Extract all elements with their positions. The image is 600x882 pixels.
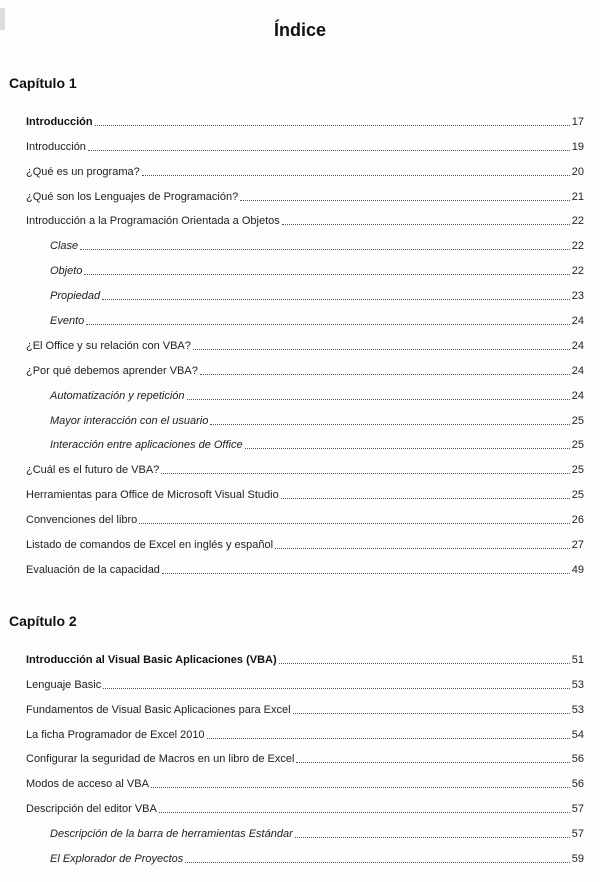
- chapter-1-heading: Capítulo 1: [9, 75, 77, 91]
- dot-leader: [88, 150, 570, 151]
- toc-entry-label: ¿Por qué debemos aprender VBA?: [26, 364, 198, 377]
- dot-leader: [84, 274, 569, 275]
- toc-entry-label: Evento: [50, 315, 85, 328]
- toc-entry-label: Mayor interacción con el usuario: [50, 414, 209, 427]
- toc-entry-label: ¿Qué son los Lenguajes de Programación?: [26, 190, 239, 203]
- toc-entry-page: 24: [571, 315, 584, 328]
- toc-entry[interactable]: [26, 204, 584, 229]
- dot-leader: [245, 448, 570, 449]
- toc-entry-page: 57: [571, 803, 584, 816]
- toc-entry[interactable]: [26, 428, 584, 453]
- toc-entry[interactable]: [26, 154, 584, 179]
- toc-entry-label: Interacción entre aplicaciones de Office: [50, 439, 243, 452]
- toc-entry-page: 25: [571, 489, 584, 502]
- toc-entry[interactable]: [26, 104, 584, 129]
- chapter-2-heading: Capítulo 2: [9, 613, 77, 629]
- chapter-2-list: [26, 642, 584, 866]
- chapter-1-list: [26, 104, 584, 577]
- toc-entry[interactable]: [26, 527, 584, 552]
- toc-entry-page: 25: [571, 439, 584, 452]
- toc-entry-page: 54: [571, 728, 584, 741]
- dot-leader: [142, 175, 570, 176]
- toc-entry-label: Introducción al Visual Basic Aplicaciones (VBA): [26, 653, 277, 666]
- toc-entry[interactable]: [26, 328, 584, 353]
- toc-entry[interactable]: [26, 179, 584, 204]
- toc-entry[interactable]: [26, 841, 584, 866]
- toc-entry[interactable]: [26, 766, 584, 791]
- toc-entry[interactable]: [26, 502, 584, 527]
- dot-leader: [102, 299, 570, 300]
- toc-entry-page: 21: [571, 190, 584, 203]
- toc-entry-page: 59: [571, 853, 584, 866]
- dot-leader: [210, 424, 569, 425]
- toc-entry-page: 17: [571, 115, 584, 128]
- toc-entry-label: ¿Cuál es el futuro de VBA?: [26, 464, 160, 477]
- toc-entry-page: 53: [571, 703, 584, 716]
- toc-entry[interactable]: [26, 477, 584, 502]
- dot-leader: [159, 812, 570, 813]
- toc-entry-label: Automatización y repetición: [50, 389, 185, 402]
- toc-entry[interactable]: [26, 717, 584, 742]
- toc-entry[interactable]: [26, 378, 584, 403]
- toc-entry-page: 27: [571, 539, 584, 552]
- dot-leader: [162, 573, 570, 574]
- toc-entry-page: 22: [571, 215, 584, 228]
- toc-entry[interactable]: [26, 642, 584, 667]
- toc-entry[interactable]: [26, 228, 584, 253]
- page-title: Índice: [273, 20, 326, 40]
- dot-leader: [275, 548, 570, 549]
- toc-entry[interactable]: [26, 403, 584, 428]
- dot-leader: [185, 862, 569, 863]
- toc-entry-label: Convenciones del libro: [26, 514, 138, 527]
- dot-leader: [282, 224, 570, 225]
- toc-entry[interactable]: [26, 742, 584, 767]
- dot-leader: [240, 200, 570, 201]
- toc-entry[interactable]: [26, 303, 584, 328]
- dot-leader: [295, 837, 570, 838]
- toc-entry-page: 51: [571, 653, 584, 666]
- toc-entry[interactable]: [26, 791, 584, 816]
- toc-entry[interactable]: [26, 353, 584, 378]
- toc-entry[interactable]: [26, 253, 584, 278]
- toc-entry-label: Introducción: [26, 115, 93, 128]
- toc-entry-page: 56: [571, 778, 584, 791]
- toc-entry[interactable]: [26, 278, 584, 303]
- toc-entry[interactable]: [26, 552, 584, 577]
- dot-leader: [86, 324, 570, 325]
- toc-entry-page: 22: [571, 265, 584, 278]
- toc-entry-page: 53: [571, 678, 584, 691]
- toc-entry-label: Descripción del editor VBA: [26, 803, 157, 816]
- toc-entry-page: 25: [571, 414, 584, 427]
- toc-entry-page: 25: [571, 464, 584, 477]
- toc-entry-page: 24: [571, 364, 584, 377]
- toc-entry-label: La ficha Programador de Excel 2010: [26, 728, 205, 741]
- toc-entry-label: Lenguaje Basic: [26, 678, 102, 691]
- toc-entry[interactable]: [26, 692, 584, 717]
- toc-entry-label: Objeto: [50, 265, 83, 278]
- toc-entry-page: 19: [571, 140, 584, 153]
- toc-entry-label: El Explorador de Proyectos: [50, 853, 184, 866]
- toc-entry-label: Evaluación de la capacidad: [26, 563, 160, 576]
- toc-entry-label: Descripción de la barra de herramientas Estándar: [50, 828, 293, 841]
- dot-leader: [281, 498, 570, 499]
- dot-leader: [207, 738, 570, 739]
- toc-entry-page: 26: [571, 514, 584, 527]
- toc-entry-label: Herramientas para Office de Microsoft Visual Studio: [26, 489, 279, 502]
- toc-entry-label: Configurar la seguridad de Macros en un libro de Excel: [26, 753, 295, 766]
- dot-leader: [200, 374, 570, 375]
- toc-entry-page: 24: [571, 389, 584, 402]
- dot-leader: [187, 399, 570, 400]
- toc-entry-page: 24: [571, 339, 584, 352]
- toc-entry[interactable]: [26, 816, 584, 841]
- toc-entry-page: 23: [571, 290, 584, 303]
- toc-entry-label: Clase: [50, 240, 79, 253]
- toc-entry-page: 49: [571, 563, 584, 576]
- dot-leader: [151, 787, 570, 788]
- dot-leader: [293, 713, 570, 714]
- toc-entry[interactable]: [26, 452, 584, 477]
- toc-entry[interactable]: [26, 667, 584, 692]
- toc-entry-label: Introducción: [26, 140, 86, 153]
- dot-leader: [139, 523, 569, 524]
- dot-leader: [80, 249, 570, 250]
- dot-leader: [95, 125, 570, 126]
- dot-leader: [296, 762, 569, 763]
- dot-leader: [193, 349, 570, 350]
- dot-leader: [279, 663, 570, 664]
- toc-entry-label: ¿El Office y su relación con VBA?: [26, 339, 191, 352]
- toc-entry-label: Fundamentos de Visual Basic Aplicaciones para Excel: [26, 703, 291, 716]
- toc-entry-label: Introducción a la Programación Orientada a Objetos: [26, 215, 280, 228]
- toc-entry-page: 22: [571, 240, 584, 253]
- toc-entry-label: Propiedad: [50, 290, 101, 303]
- toc-entry-label: Modos de acceso al VBA: [26, 778, 149, 791]
- toc-entry-label: ¿Qué es un programa?: [26, 165, 140, 178]
- dot-leader: [161, 473, 569, 474]
- toc-entry-label: Listado de comandos de Excel en inglés y español: [26, 539, 274, 552]
- toc-entry-page: 56: [571, 753, 584, 766]
- toc-entry-page: 20: [571, 165, 584, 178]
- toc-entry[interactable]: [26, 129, 584, 154]
- dot-leader: [103, 688, 570, 689]
- toc-entry-page: 57: [571, 828, 584, 841]
